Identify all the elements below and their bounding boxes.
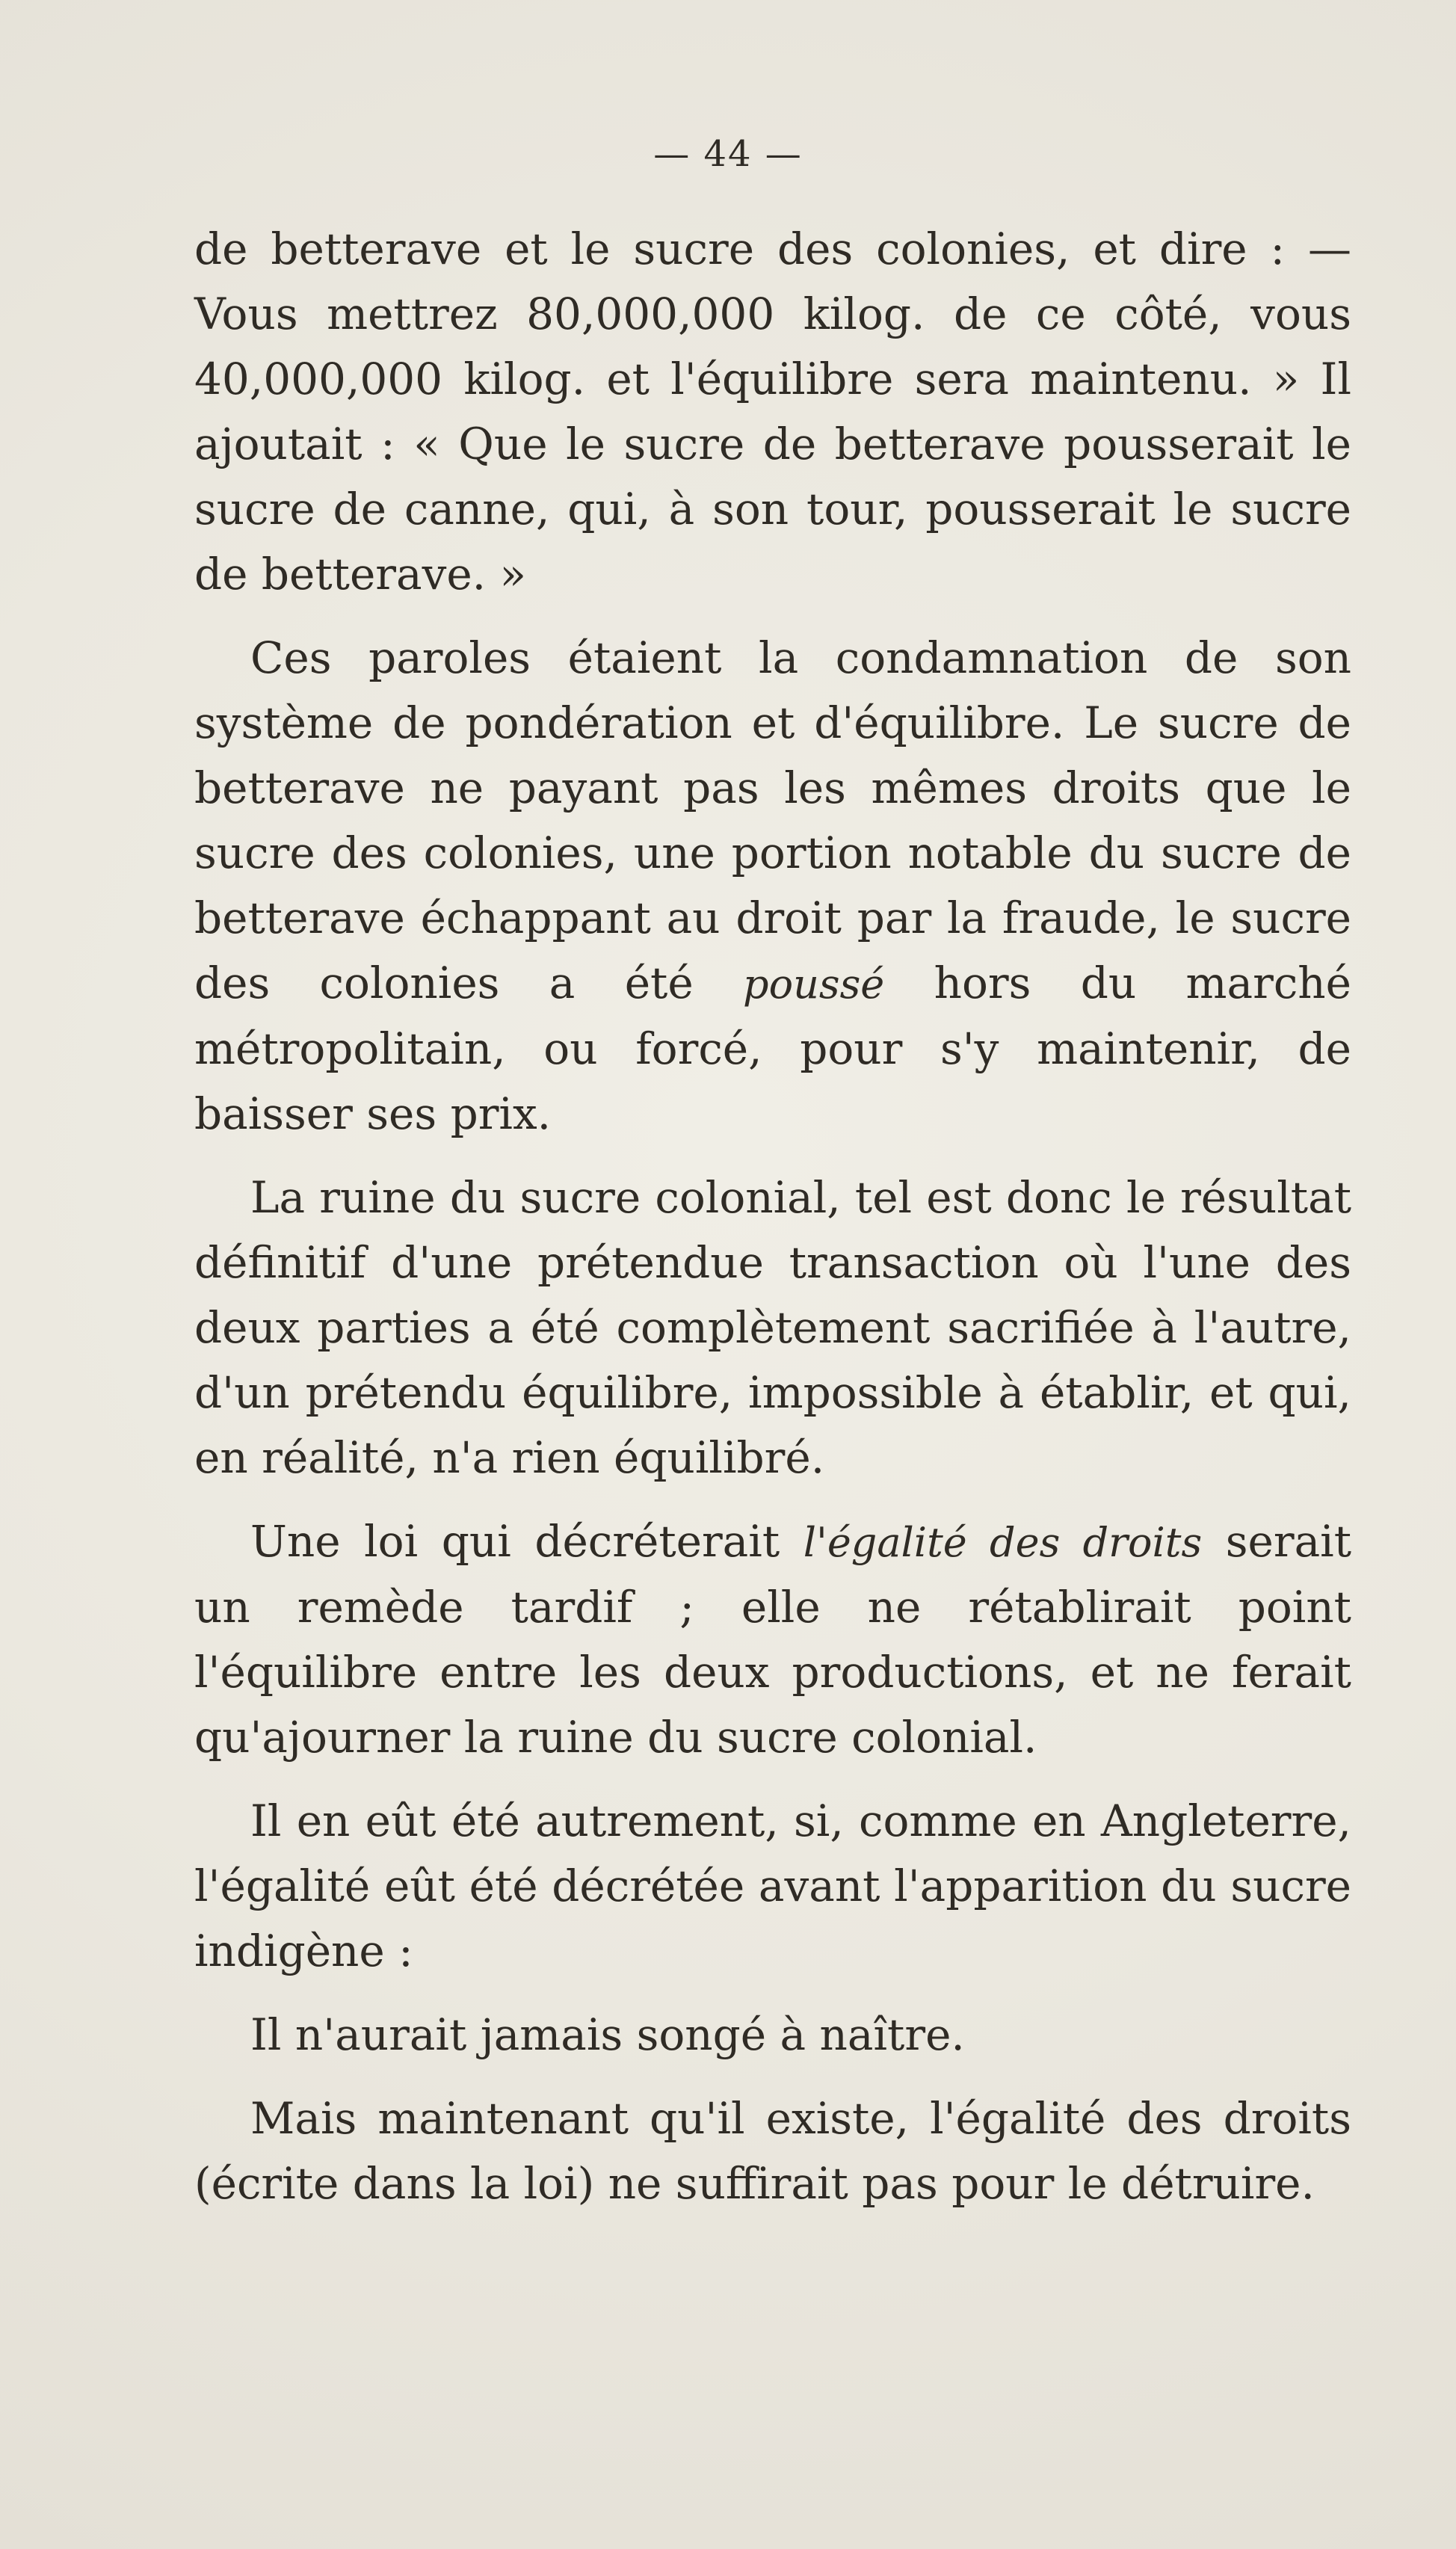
paragraph-1-text: de betterave et le sucre des colonies, et dire : — Vous mettrez 80,000,000 kilog. de ce côté, vous 40,000,000 kilog. et l'équilibre sera maintenu. » Il ajoutait : « Que le sucre de betterave pousserait le sucre de canne, qui, à son tour, pousserait le sucre de betterave. »: [194, 224, 1351, 600]
paragraph-1: [194, 217, 1351, 607]
paragraph-5-text: Il en eût été autrement, si, comme en Angleterre, l'égalité eût été décrétée avant l'apparition du sucre indigène :: [194, 1796, 1351, 1976]
paragraph-2-after: hors du marché métropolitain, ou forcé, pour s'y maintenir, de baisser ses prix.: [194, 958, 1351, 1139]
paragraph-2-italic: poussé: [743, 961, 885, 1008]
paragraph-2-text: Ces paroles étaient la condamnation de son système de pondération et d'équilibre. Le sucre de betterave ne payant pas les mêmes droits que le sucre des colonies, une portion notable du sucre de betterave échappant au droit par la fraude, le sucre des colonies a été: [194, 632, 1351, 1008]
body-text: [194, 217, 1351, 2235]
paragraph-6-text: Il n'aurait jamais songé à naître.: [250, 2009, 965, 2060]
paragraph-4-after: serait un remède tardif ; elle ne rétablirait point l'équilibre entre les deux productions, et ne ferait qu'ajourner la ruine du sucre colonial.: [194, 1516, 1351, 1763]
page-number: — 44 —: [653, 133, 803, 175]
paragraph-3-text: La ruine du sucre colonial, tel est donc le résultat définitif d'une prétendue transaction où l'une des deux parties a été complètement sacrifiée à l'autre, d'un prétendu équilibre, impossible à établir, et qui, en réalité, n'a rien équilibré.: [194, 1172, 1351, 1483]
paragraph-4-text: Une loi qui décréterait: [250, 1516, 803, 1567]
paragraph-5: [194, 1789, 1351, 1984]
paragraph-2: [194, 626, 1351, 1147]
paragraph-4-italic: l'égalité des droits: [803, 1519, 1203, 1566]
paragraph-7-text: Mais maintenant qu'il existe, l'égalité des droits (écrite dans la loi) ne suffirait pas pour le détruire.: [194, 2093, 1351, 2209]
paragraph-4: [194, 1509, 1351, 1770]
paragraph-3: [194, 1165, 1351, 1491]
paragraph-6: [194, 2003, 1351, 2068]
paragraph-7: [194, 2086, 1351, 2216]
